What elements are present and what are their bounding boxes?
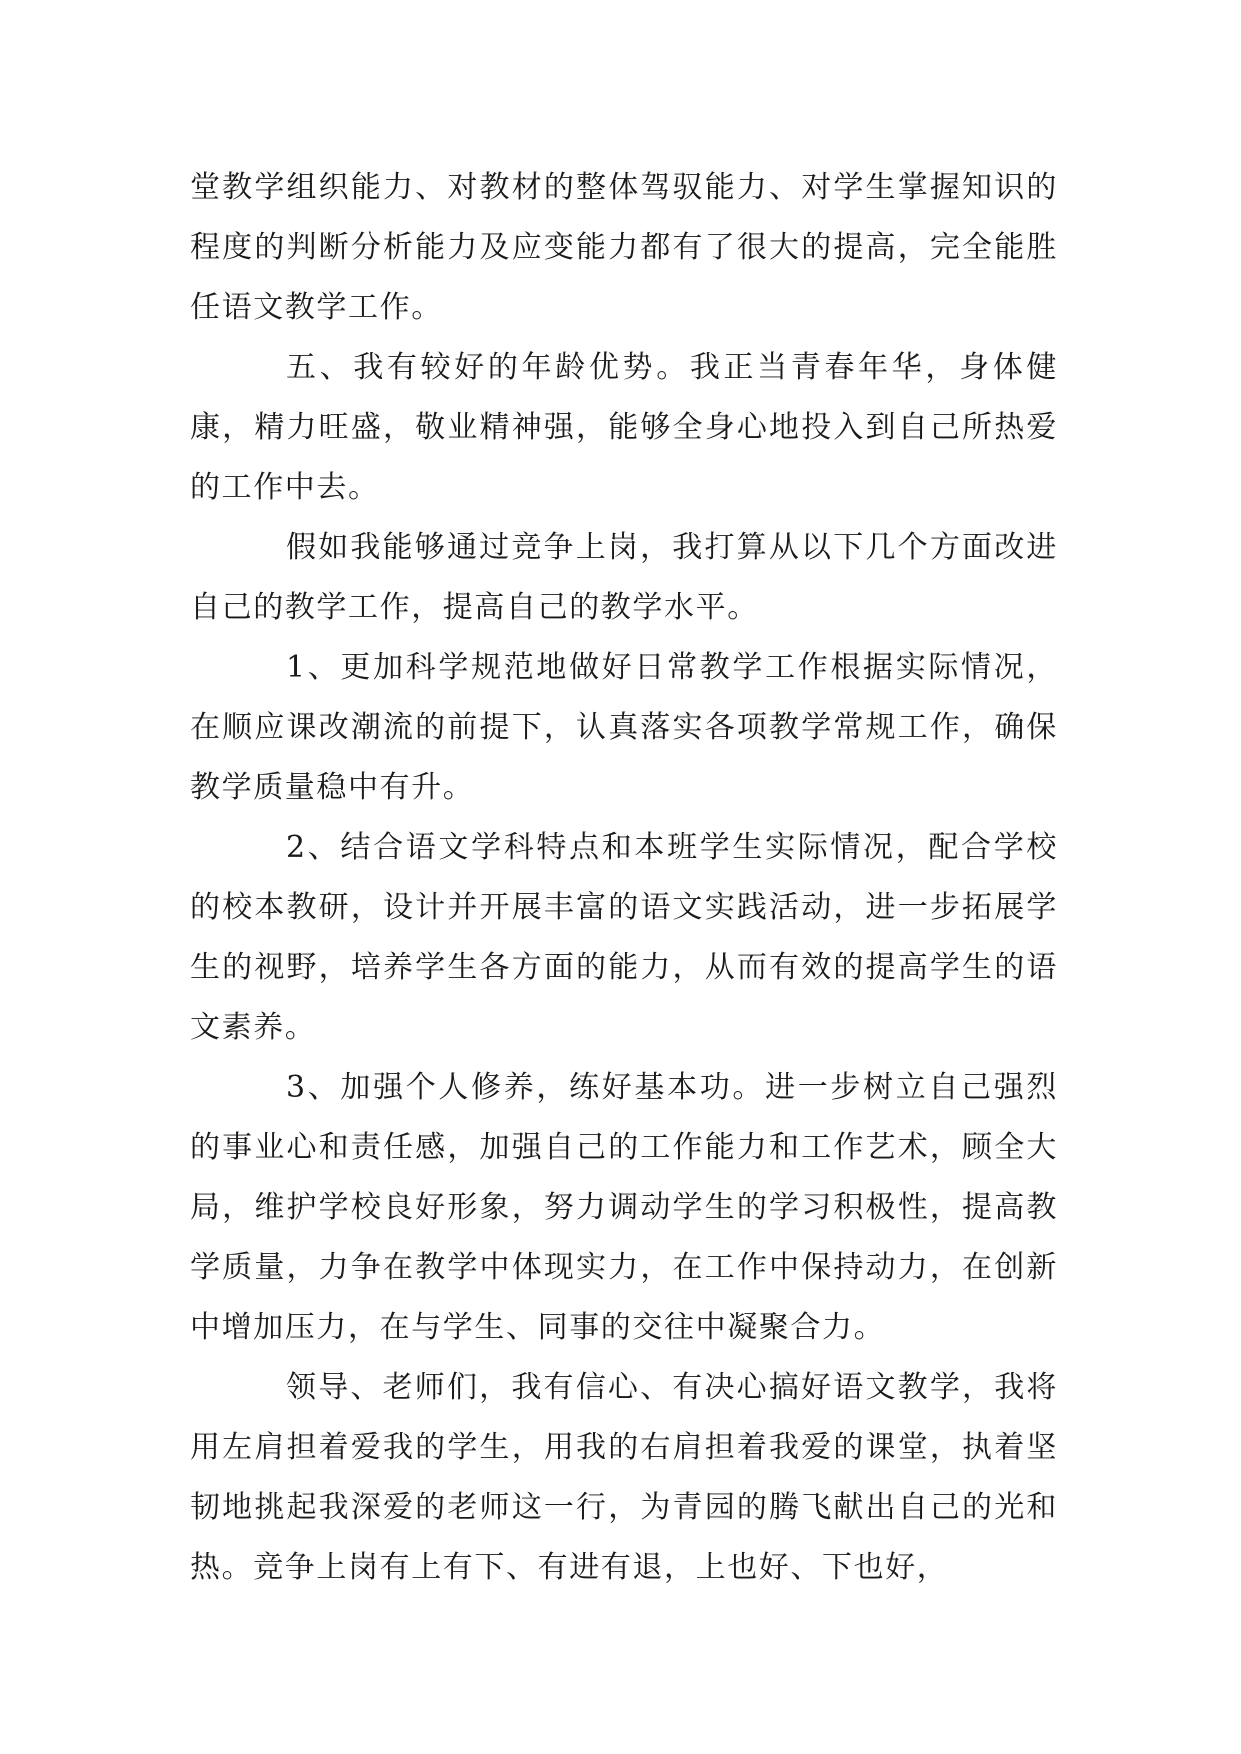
- paragraph: 堂教学组织能力、对教材的整体驾驭能力、对学生掌握知识的程度的判断分析能力及应变能力都有了很大的提高，完全能胜任语文教学工作。: [190, 170, 1058, 325]
- paragraph: 1、更加科学规范地做好日常教学工作根据实际情况，在顺应课改潮流的前提下，认真落实各项教学常规工作，确保教学质量稳中有升。: [190, 650, 1058, 805]
- body-text: [190, 158, 1058, 1598]
- paragraph: 假如我能够通过竞争上岗，我打算从以下几个方面改进自己的教学工作，提高自己的教学水平。: [190, 530, 1058, 625]
- paragraph: 五、我有较好的年龄优势。我正当青春年华，身体健康，精力旺盛，敬业精神强，能够全身心地投入到自己所热爱的工作中去。: [190, 350, 1058, 505]
- paragraph: 2、结合语文学科特点和本班学生实际情况，配合学校的校本教研，设计并开展丰富的语文实践活动，进一步拓展学生的视野，培养学生各方面的能力，从而有效的提高学生的语文素养。: [190, 830, 1058, 1045]
- paragraph: 领导、老师们，我有信心、有决心搞好语文教学，我将用左肩担着爱我的学生，用我的右肩担着我爱的课堂，执着坚韧地挑起我深爱的老师这一行，为青园的腾飞献出自己的光和热。竞争上岗有上有下、有进有退，上也好、下也好，: [190, 1370, 1058, 1585]
- paragraph: 3、加强个人修养，练好基本功。进一步树立自己强烈的事业心和责任感，加强自己的工作能力和工作艺术，顾全大局，维护学校良好形象，努力调动学生的学习积极性，提高教学质量，力争在教学中体现实力，在工作中保持动力，在创新中增加压力，在与学生、同事的交往中凝聚合力。: [190, 1070, 1058, 1345]
